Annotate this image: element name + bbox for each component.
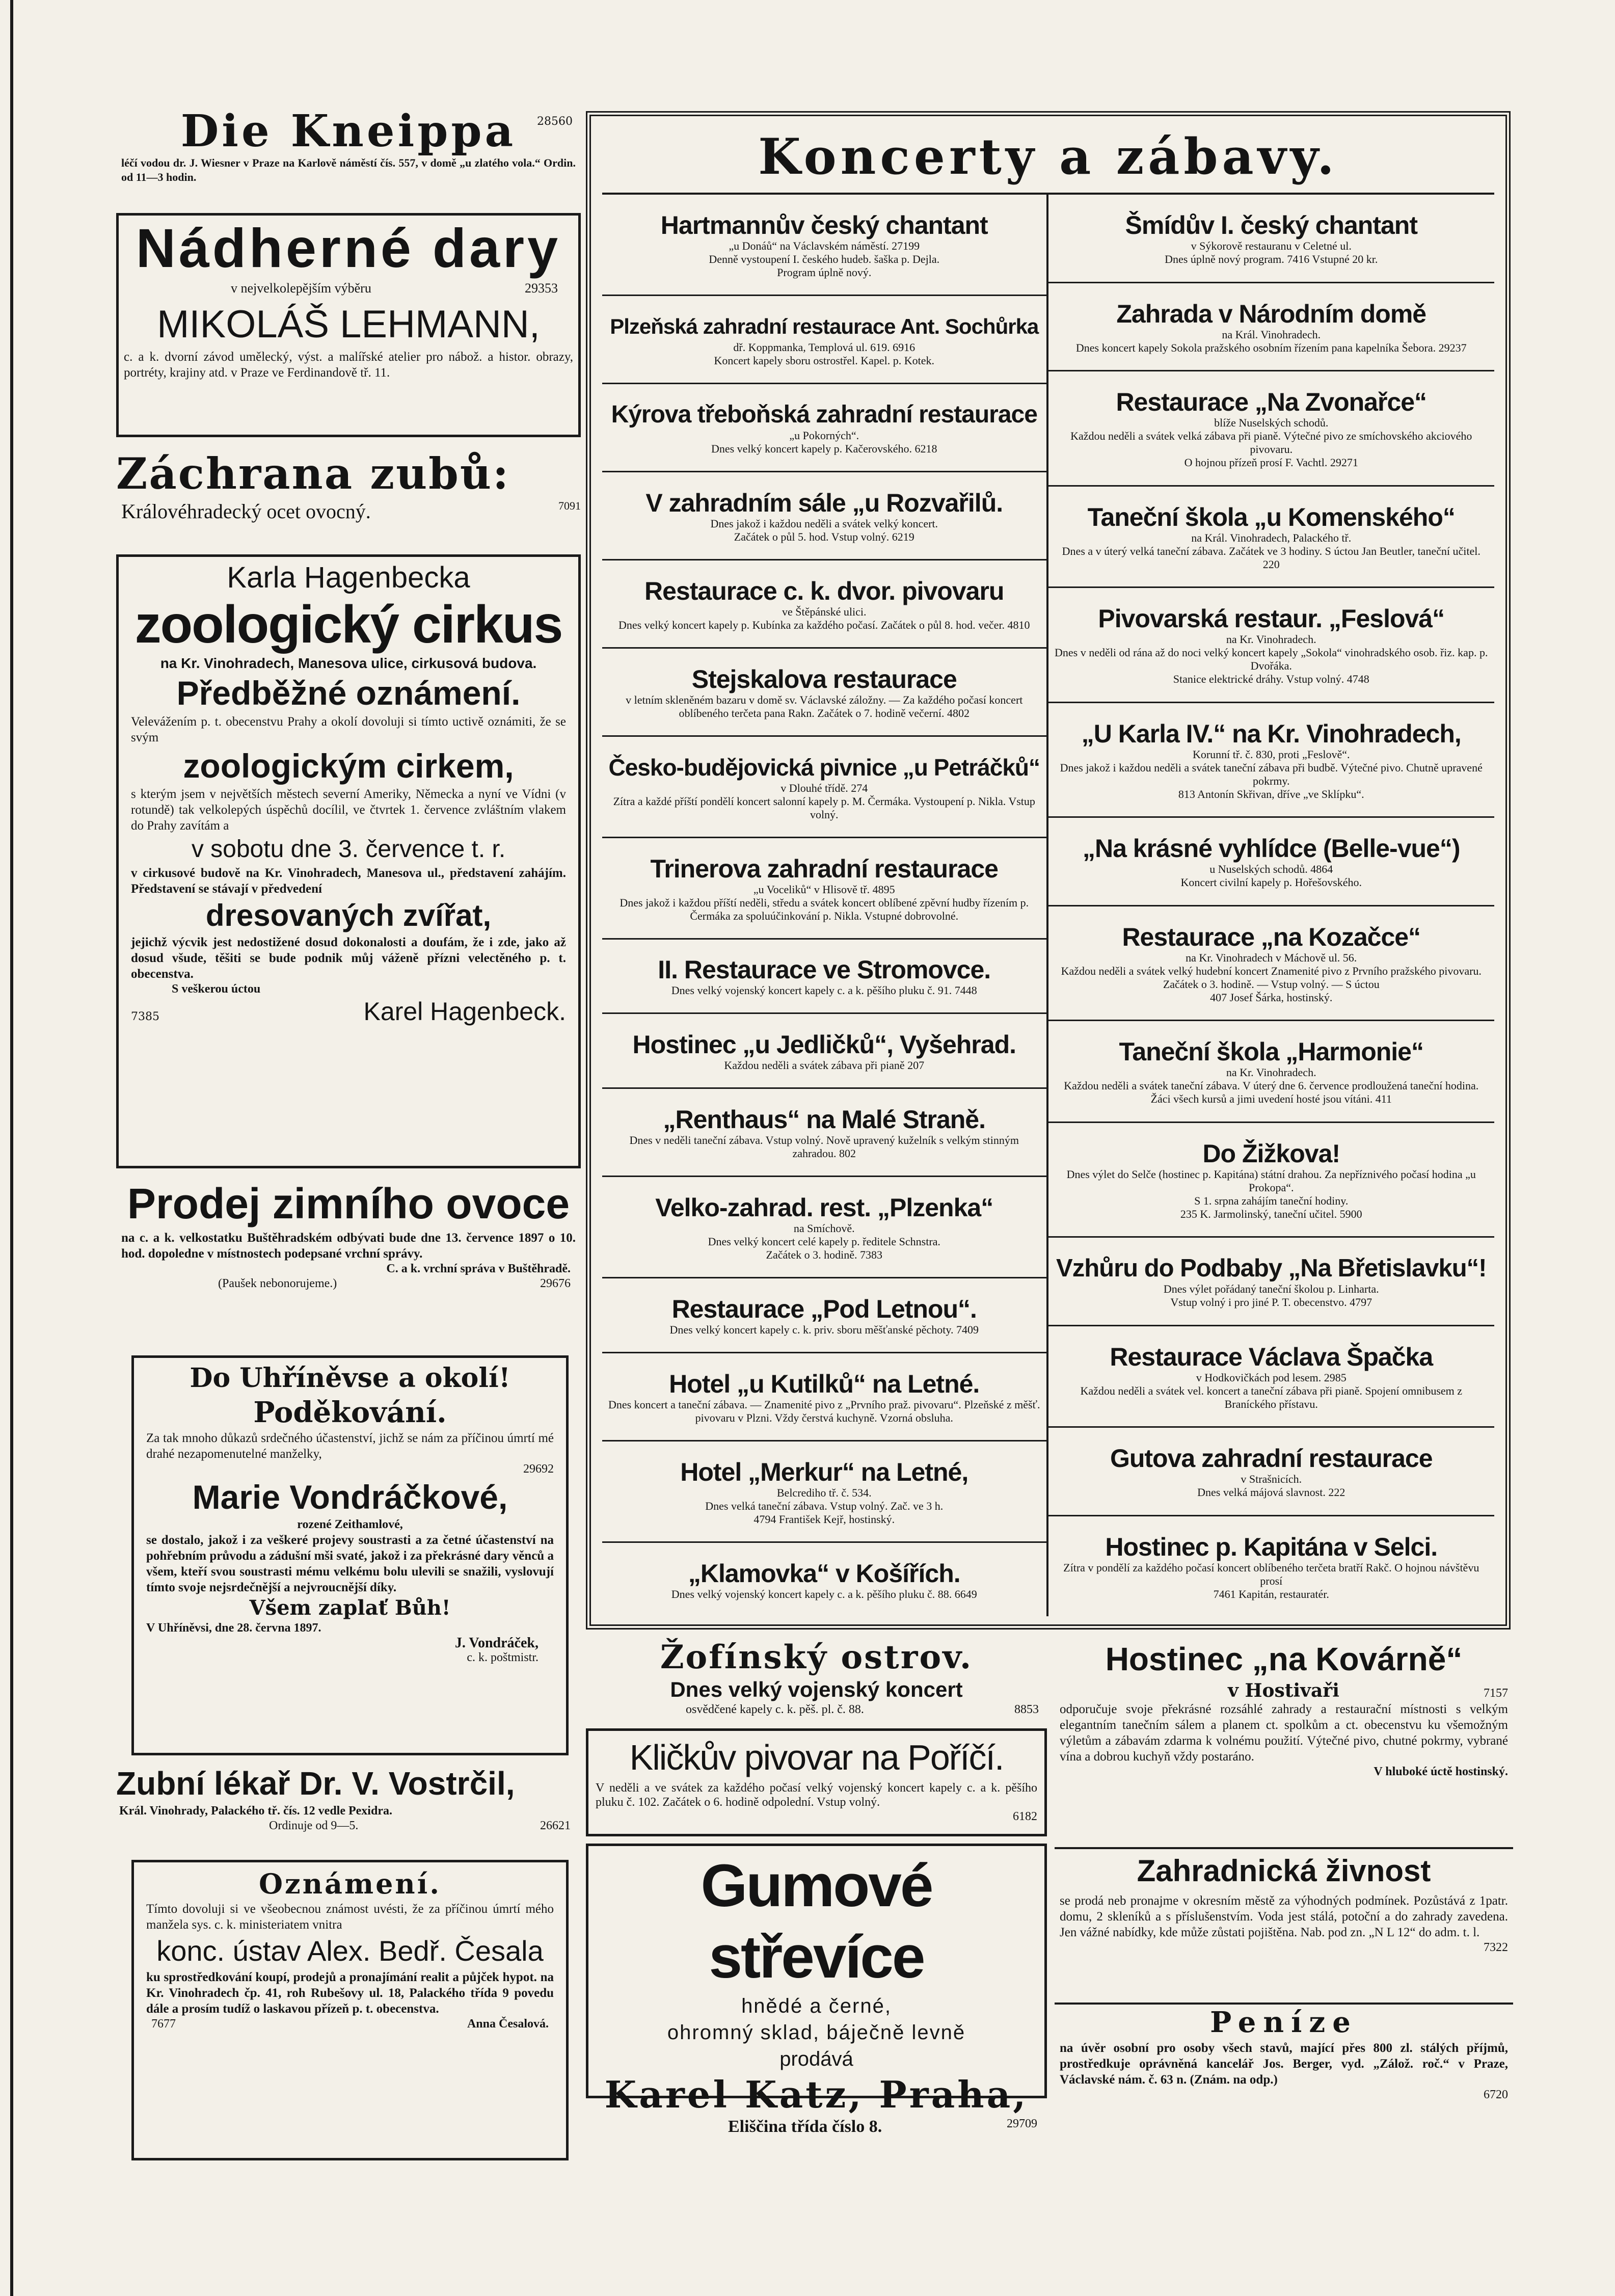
- concert-ad-title: „U Karla IV.“ na Kr. Vinohradech,: [1081, 719, 1461, 748]
- concert-ad: [602, 1089, 1046, 1177]
- concert-ad-title: „Klamovka“ v Košířích.: [688, 1559, 960, 1588]
- kovarna-text: odporučuje svoje překrásné rozsáhlé zahrady a restaurační místnosti s velkým elegantním tanečním sálem a planem ct. spolkům a ct. obecenstvu ku všemožným výletům a zábavám zdarma k volnému použití. Výtečné pivo, chutné pokrmy, vybrané vína a dobrou kuchyň vždy postaráno.: [1060, 1702, 1508, 1764]
- ad-strevice: [586, 1844, 1047, 2136]
- concert-ad-title: Hotel „Merkur“ na Letné,: [680, 1458, 968, 1487]
- concert-ad-title: „Na krásné vyhlídce (Belle-vue“): [1082, 834, 1460, 863]
- concert-ad: [602, 1278, 1046, 1353]
- concert-ad: [602, 940, 1046, 1014]
- zachrana-num: 7091: [558, 499, 581, 512]
- concert-ad-line: Dnes jakož i každou neděli a svátek taneční zábava při budbě. Výtečné pivo. Chutně upravené pokrmy.: [1060, 761, 1483, 787]
- dary-title: Nádherné dary: [136, 217, 561, 279]
- concert-ad-title: Vzhůru do Podbaby „Na Břetislavku“!: [1056, 1254, 1487, 1283]
- concert-ad: [1048, 1428, 1495, 1516]
- concert-ad-line: na Kr. Vinohradech.: [1226, 633, 1316, 646]
- ad-zofin: [586, 1638, 1047, 1727]
- concert-ad-title: Hartmannův český chantant: [660, 210, 988, 239]
- zachrana-line: Královéhradecký ocet ovocný.: [121, 500, 371, 523]
- concert-ad-line: Dnes výlet do Selče (hostinec p. Kapitána) státní drahou. Za nepříznivého počasí hodina „u Prokopa“.: [1066, 1167, 1476, 1194]
- concert-ad-line: Dnes velký koncert celé kapely p. ředitele Schnstra.: [708, 1235, 940, 1248]
- cirkus-date: v sobotu dne 3. července t. r.: [191, 836, 506, 863]
- zachrana-title: Záchrana zubů:: [116, 448, 510, 499]
- concert-ad-line: Dnes jakož i každou neděli a svátek velký koncert.: [710, 517, 938, 530]
- concert-ad-line: na Kr. Vinohradech v Máchově ul. 56.: [1186, 951, 1357, 964]
- concert-ad-line: Dnes jakož i každou příští neděli, středu a svátek koncert oblíbené zpěvní hudby řízením p. Čermáka za spoluúčinkování p. Nikla. Vstupné dobrovolné.: [620, 896, 1029, 922]
- concert-ad: [602, 384, 1046, 472]
- dary-name: MIKOLÁŠ LEHMANN,: [157, 303, 540, 346]
- ad-klicka: [586, 1728, 1047, 1836]
- concert-ad-line: Dnes koncert kapely Sokola pražského osobním řízením pana kapelníka Šebora. 29237: [1075, 341, 1467, 354]
- ad-cirkus: [116, 554, 581, 1168]
- ad-oznameni: [131, 1860, 569, 2160]
- concert-ad: [1048, 195, 1495, 283]
- koncerty-col-left: [602, 195, 1048, 1616]
- podekovani-thanks: Všem zaplať Bůh!: [249, 1596, 451, 1620]
- concert-ad-line: Dnes v neděli taneční zábava. Vstup volný. Nově upravený kuželník s velkým stinným zahradou. 802: [629, 1134, 1019, 1160]
- concert-ad-title: Česko-budějovická pivnice „u Petráčků“: [608, 754, 1040, 781]
- concert-ad-line: Dnes velký koncert kapely p. Kubínka za každého počasí. Začátek o půl 8. hod. večer. 4810: [618, 618, 1030, 631]
- concert-ad-line: ve Štěpánské ulici.: [782, 605, 867, 618]
- kovarna-num: 7157: [1484, 1687, 1508, 1700]
- concert-ad-line: dř. Koppmanka, Templová ul. 619. 6916: [733, 340, 916, 354]
- penize-title: Peníze: [1210, 2006, 1358, 2039]
- klicka-text: V neděli a ve svátek za každého počasí velký vojenský koncert kapely c. a k. pěšího pluku č. 102. Začátek o 6. hodině odpolední. Vstup volný.: [596, 1781, 1037, 1809]
- concert-ad-title: Do Žižkova!: [1202, 1139, 1340, 1168]
- concert-ad-title: Velko-zahrad. rest. „Plzenka“: [655, 1193, 993, 1222]
- ad-podekovani: [131, 1355, 569, 1755]
- lekar-hours: Ordinuje od 9—5.: [269, 1819, 359, 1832]
- concert-ad-title: Hostinec „u Jedličků“, Vyšehrad.: [632, 1030, 1016, 1059]
- concert-ad: [602, 1543, 1046, 1616]
- strevice-name: Karel Katz, Praha,: [604, 2073, 1029, 2116]
- penize-text: na úvěr osobní pro osoby všech stavů, mající přes 800 zl. stálých příjmů, prostředkuje oprávněná kancelář Jos. Berger, vyd. „Zálož. roč.“ v Praze, Václavské nám. č. 63 n. (Znám. na odp.): [1060, 2041, 1508, 2087]
- concert-ad-line: Dnes velká májová slavnost. 222: [1197, 1486, 1345, 1499]
- klicka-title: Kličkův pivovar na Poříčí.: [629, 1738, 1004, 1777]
- concert-ad-line: na Kr. Vinohradech.: [1226, 1066, 1316, 1079]
- concert-ad-line: 235 K. Jarmolinský, taneční učitel. 5900: [1180, 1207, 1362, 1220]
- concert-ad-title: Stejskalova restaurace: [691, 664, 957, 693]
- ovoce-sign: C. a k. vrchní správa v Buštěhradě.: [386, 1262, 571, 1275]
- strevice-l3: prodává: [779, 2048, 853, 2070]
- concert-ad-line: na Smíchově.: [793, 1222, 855, 1235]
- concert-ad: [1048, 1516, 1495, 1617]
- kneipp-num: 28560: [537, 115, 573, 128]
- podekovani-text1: Za tak mnoho důkazů srdečného účastenství, jichž se nám za příčinou úmrtí mé drahé nezapomenutelné manželky,: [146, 1431, 554, 1461]
- concert-ad-line: Dnes velká taneční zábava. Vstup volný. Zač. ve 3 h.: [705, 1500, 944, 1513]
- concert-ad-title: Šmídův I. český chantant: [1125, 211, 1417, 240]
- podekovani-sign: J. Vondráček,: [454, 1635, 539, 1651]
- ad-zachrana: [116, 448, 581, 545]
- oznameni-text2: ku sprostředkování koupí, prodejů a pronajímání realit a půjček hypot. na Kr. Vinohradech čp. 41, roh Rubešovy ul. 18, Palackého třída 9 povedu dále a prosím tudíž o laskavou přízeň p. t. obecenstva.: [146, 1970, 554, 2016]
- cirkus-text4: jejichž výcvik jest nedostižené dosud dokonalosti a doufám, že i zde, jako až dosud všude, těšiti se bude podnik můj váženě přízni velectěného p. t. obecenstva.: [131, 936, 566, 981]
- lekar-text: Král. Vinohrady, Palackého tř. čís. 12 vedle Pexidra.: [119, 1804, 392, 1818]
- strevice-title: Gumové střevíce: [701, 1852, 932, 1991]
- concert-ad-line: Zítra v pondělí za každého počasí koncert oblíbeného terčeta bratří Rakč. O hojnou návštěvu prosí: [1063, 1561, 1479, 1587]
- concert-ad-title: Restaurace c. k. dvor. pivovaru: [644, 576, 1004, 605]
- concert-ad: [602, 1014, 1046, 1089]
- ad-lekar: [116, 1763, 581, 1850]
- cirkus-greet: S veškerou úctou: [172, 982, 261, 996]
- concert-ad-line: Dnes v neděli od rána až do noci velký koncert kapely „Sokola“ vinohradského osob. řiz. kap. p. Dvořáka.: [1055, 646, 1488, 673]
- kovarna-sub: v Hostivaři: [1228, 1680, 1339, 1701]
- concert-ad: [1048, 1326, 1495, 1428]
- oznameni-title: Oznámení.: [258, 1867, 442, 1900]
- concert-ad-line: Dnes koncert a taneční zábava. — Znamenité pivo z „Prvního praž. pivovaru“. Plzeňské z měšť. pivovaru v Plzni. Vždy čerstvá kuchyně. Vzorná obsluha.: [608, 1398, 1040, 1425]
- concert-ad-line: Dnes velký koncert kapely c. k. priv. sboru měšťanské pěchoty. 7409: [669, 1323, 979, 1337]
- concert-ad-line: Koncert kapely sboru ostrostřel. Kapel. p. Kotek.: [714, 354, 935, 367]
- cirkus-sign: Karel Hagenbeck.: [363, 997, 566, 1026]
- concert-ad-line: 7461 Kapitán, restauratér.: [1213, 1587, 1329, 1600]
- concert-ad: [1048, 371, 1495, 487]
- koncerty-frame: [586, 111, 1511, 1630]
- concert-ad-line: Program úplně nový.: [777, 265, 872, 279]
- oznameni-sign: Anna Česalová.: [467, 2017, 549, 2031]
- concert-ad-line: Denně vystoupení I. českého hudeb. šaška p. Dejla.: [709, 252, 940, 265]
- zofin-sub: Dnes velký vojenský koncert: [670, 1677, 963, 1701]
- concert-ad-line: Každou neděli a svátek velká zábava při pianě. Výtečné pivo ze smíchovského akciového pivovaru.: [1070, 430, 1472, 456]
- concert-ad-line: v Hodkovičkách pod lesem. 2985: [1196, 1371, 1347, 1384]
- concert-ad-line: na Král. Vinohradech, Palackého tř.: [1191, 531, 1352, 544]
- penize-num: 6720: [1484, 2088, 1508, 2101]
- concert-ad: [1048, 703, 1495, 818]
- concert-ad-line: Začátek o půl 5. hod. Vstup volný. 6219: [734, 530, 914, 543]
- zivnost-title: Zahradnická živnost: [1137, 1854, 1431, 1888]
- podekovani-place: V Uhříněvsi, dne 28. června 1897.: [146, 1621, 321, 1635]
- strevice-l2: ohromný sklad, báječně levně: [667, 2021, 966, 2044]
- concert-ad-line: v Sýkorově restauranu v Celetné ul.: [1191, 239, 1352, 253]
- concert-ad-title: Restaurace „Pod Letnou“.: [671, 1295, 977, 1324]
- concert-ad-title: Plzeňská zahradní restaurace Ant. Sochůrka: [610, 314, 1039, 338]
- concert-ad-title: „Renthaus“ na Malé Straně.: [663, 1105, 985, 1134]
- concert-ad-title: Restaurace „Na Zvonařce“: [1116, 388, 1427, 417]
- ad-kovarna: [1055, 1638, 1513, 1842]
- concert-ad-title: Restaurace Václava Špačka: [1110, 1342, 1433, 1371]
- concert-ad-title: Restaurace „na Kozačce“: [1122, 922, 1421, 951]
- cirkus-text2: s kterým jsem v největších městech severní Ameriky, Německa a nyní ve Vídni (v rotundě) tak velkolepých úspěchů docílil, ve čtvrtek 1. července zvláštním vlakem do Prahy zavítám a: [131, 787, 566, 833]
- concert-ad: [602, 1353, 1046, 1441]
- ovoce-note: (Paušek nebonorujeme.): [218, 1277, 337, 1290]
- kovarna-title: Hostinec „na Kovárně“: [1105, 1641, 1463, 1677]
- dary-line: v nejvelkolepějším výběru: [231, 281, 371, 296]
- podekovani-sign2: c. k. poštmistr.: [467, 1651, 539, 1664]
- koncerty-title: Koncerty a zábavy.: [758, 128, 1338, 185]
- kneipp-text: léčí vodou dr. J. Wiesner v Praze na Karlově náměstí čís. 557, v domě „u zlatého vola.“ Ordin. od 11—3 hodin.: [121, 156, 576, 183]
- page-edge: [10, 0, 13, 2296]
- concert-ad: [1048, 1021, 1495, 1123]
- koncerty-col-right: [1048, 195, 1495, 1616]
- strevice-num: 29709: [1007, 2117, 1037, 2130]
- concert-ad: [602, 560, 1046, 649]
- concert-ad: [602, 649, 1046, 737]
- concert-ad-line: v Strašnicích.: [1241, 1473, 1302, 1486]
- concert-ad-line: 4794 František Kejř, hostinský.: [753, 1513, 895, 1526]
- concert-ad-line: u Nuselských schodů. 4864: [1209, 863, 1333, 876]
- concert-ad-line: v Dlouhé třídě. 274: [780, 781, 868, 794]
- oznameni-num: 7677: [151, 2017, 176, 2031]
- podekovani-num: 29692: [523, 1462, 554, 1476]
- strevice-l1: hnědé a černé,: [741, 1995, 892, 2017]
- cirkus-place: na Kr. Vinohradech, Manesova ulice, cirkusová budova.: [160, 655, 537, 671]
- concert-ad-line: Začátek o 3. hodině. 7383: [766, 1248, 882, 1262]
- concert-ad: [1048, 906, 1495, 1022]
- concert-ad: [1048, 588, 1495, 703]
- concert-ad: [1048, 818, 1495, 906]
- concert-ad: [602, 195, 1046, 296]
- ad-kneipp: [116, 107, 581, 202]
- oznameni-text1: Tímto dovoluji si ve všeobecnou známost uvésti, že za příčinou úmrtí mého manžela sys. c. k. ministeriatem vnitra: [146, 1902, 554, 1932]
- concert-ad-title: II. Restaurace ve Stromovce.: [658, 955, 991, 984]
- concert-ad-line: Dnes velký koncert kapely p. Kačerovského. 6218: [711, 442, 937, 455]
- cirkus-text1: Velevážením p. t. obecenstvu Prahy a okolí dovoluji si tímto uctivě oznámiti, že se svým: [131, 715, 566, 744]
- cirkus-text3: v cirkusové budově na Kr. Vinohradech, Manesova ul., představení zahájím. Představení se stávají v předvedení: [131, 866, 566, 896]
- concert-ad: [602, 296, 1046, 384]
- concert-ad: [1048, 283, 1495, 372]
- concert-ad-line: Dnes velký vojenský koncert kapely c. a k. pěšího pluku č. 88. 6649: [671, 1588, 977, 1601]
- concert-ad-title: Trinerova zahradní restaurace: [650, 854, 998, 883]
- concert-ad-line: Každou neděli a svátek taneční zábava. V úterý dne 6. července prodloužená taneční hodina. Žáci všech kursů a jimi uvedení hosté jsou vítáni. 411: [1064, 1079, 1479, 1106]
- concert-ad-line: Každou neděli a svátek zábava při pianě 207: [724, 1059, 925, 1072]
- concert-ad-line: Dnes úplně nový program. 7416 Vstupné 20 kr.: [1165, 253, 1378, 266]
- cirkus-heading3: dresovaných zvířat,: [205, 898, 492, 932]
- lekar-num: 26621: [540, 1819, 571, 1832]
- ovoce-text: na c. a k. velkostatku Buštěhradském odbývati bude dne 13. července 1897 o 10. hod. dopoledne v místnostech podepsané vrchní správy.: [121, 1231, 576, 1261]
- concert-ad: [602, 1441, 1046, 1543]
- concert-ad: [602, 737, 1046, 838]
- strevice-addr: Eliščina třída číslo 8.: [728, 2117, 882, 2136]
- concert-ad-title: Taneční škola „Harmonie“: [1119, 1037, 1423, 1066]
- concert-ad: [1048, 1123, 1495, 1238]
- dary-text: c. a k. dvorní závod umělecký, výst. a malířské atelier pro nábož. a histor. obrazy, portréty, krajiny atd. v Praze ve Ferdinandově tř. 11.: [124, 350, 573, 380]
- concert-ad-title: V zahradním sále „u Rozvařilů.: [645, 488, 1003, 517]
- concert-ad-title: Hostinec p. Kapitána v Selci.: [1105, 1532, 1438, 1561]
- concert-ad-line: „u Pokorných“.: [789, 429, 859, 442]
- cirkus-announce: Předběžné oznámení.: [176, 674, 521, 712]
- concert-ad-line: 813 Antonín Skřivan, dříve „ve Sklípku“.: [1178, 787, 1364, 800]
- zofin-num: 8853: [1014, 1703, 1039, 1716]
- oznameni-name: konc. ústav Alex. Bedř. Česala: [156, 1935, 544, 1967]
- concert-ad: [602, 838, 1046, 940]
- cirkus-title: zoologický cirkus: [134, 595, 562, 654]
- klicka-num: 6182: [1013, 1810, 1037, 1823]
- ad-penize: [1055, 2003, 1513, 2104]
- zofin-title: Žofínský ostrov.: [660, 1638, 973, 1676]
- concert-ad-line: blíže Nuselských schodů.: [1214, 416, 1329, 430]
- concert-ad-title: Taneční škola „u Komenského“: [1087, 502, 1455, 531]
- concert-ad: [602, 472, 1046, 560]
- concert-ad-title: Pivovarská restaur. „Feslová“: [1098, 604, 1445, 633]
- concert-ad: [1048, 487, 1495, 589]
- concert-ad-line: Začátek o 3. hodině. — Vstup volný. — S úctou: [1163, 977, 1380, 991]
- podekovani-name: Marie Vondráčkové,: [192, 1478, 508, 1516]
- dary-num: 29353: [525, 281, 558, 296]
- concert-ad: [1048, 1238, 1495, 1326]
- concert-ad-line: Stanice elektrické dráhy. Vstup volný. 4748: [1173, 673, 1369, 686]
- podekovani-text2: se dostalo, jakož i za veškeré projevy soustrasti a za četné účastenství na pohřebním průvodu a zádušní mši svaté, jakož i za překrásné dary věnců a všem, kteří svou soustrasti mému velkému bolu ulevili se snažili, vyslovují tímto svoje nejsrdečnější a nejvroucnější díky.: [146, 1533, 554, 1594]
- concert-ad-line: 407 Josef Šárka, hostinský.: [1210, 991, 1333, 1004]
- concert-ad-line: Koncert civilní kapely p. Hořešovského.: [1180, 876, 1362, 889]
- concert-ad-line: „u Voceliků“ v Hlisově tř. 4895: [753, 883, 895, 896]
- concert-ad-line: Dnes a v úterý velká taneční zábava. Začátek ve 3 hodiny. S úctou Jan Beutler, taneční učitel. 220: [1062, 544, 1481, 571]
- concert-ad-line: „u Donáů“ na Václavském náměstí. 27199: [729, 239, 920, 252]
- podekovani-title: Poděkování.: [253, 1396, 447, 1429]
- concert-ad-line: Dnes velký vojenský koncert kapely c. a k. pěšího pluku č. 91. 7448: [671, 984, 977, 997]
- concert-ad-line: S 1. srpna zahájím taneční hodiny.: [1194, 1194, 1349, 1207]
- concert-ad-line: Vstup volný i pro jiné P. T. obecenstvo. 4797: [1170, 1296, 1372, 1309]
- ad-dary: [116, 213, 581, 437]
- concert-ad: [602, 1177, 1046, 1278]
- zivnost-text: se prodá neb pronajme v okresním městě za výhodných podmínek. Pozůstává z 1patr. domu, 2 skleníků a s příslušenstvím. Voda jest stálá, potoční a do zahrady zavedena. Jen vážné nabídky, kde může zůstati pojištěna. Nab. pod zn. „N L 12“ do adm. t. l.: [1060, 1894, 1508, 1939]
- kneipp-title: Die Kneippa: [180, 105, 517, 157]
- ovoce-num: 29676: [540, 1277, 571, 1290]
- cirkus-name: Karla Hagenbecka: [227, 561, 470, 594]
- ad-zivnost: [1055, 1847, 1513, 2000]
- cirkus-heading2: zoologickým cirkem,: [183, 747, 514, 785]
- concert-ad-line: O hojnou přízeň prosí F. Vachtl. 29271: [1184, 456, 1358, 469]
- ad-ovoce: [116, 1177, 581, 1338]
- podekovani-head: Do Uhříněvse a okolí!: [190, 1363, 510, 1394]
- concert-ad-line: Zítra a každé příští pondělí koncert salonní kapely p. M. Čermáka. Vystoupení p. Nikla. Vstup volný.: [613, 794, 1035, 821]
- lekar-title: Zubní lékař Dr. V. Vostrčil,: [116, 1765, 515, 1802]
- concert-ad-line: Každou neděli a svátek velký hudební koncert Znamenité pivo z Prvního pražského pivovaru.: [1061, 964, 1482, 977]
- concert-ad-title: Zahrada v Národním domě: [1116, 299, 1426, 328]
- concert-ad-line: na Král. Vinohradech.: [1222, 328, 1321, 341]
- cirkus-num: 7385: [131, 1010, 159, 1023]
- concert-ad-line: Korunní tř. č. 830, proti „Feslově“.: [1192, 747, 1350, 761]
- ovoce-title: Prodej zimního ovoce: [127, 1180, 570, 1227]
- concert-ad-line: v letním skleněném bazaru v domě sv. Václavské záložny. — Za každého počasí koncert oblíbeného terčeta pana Rakn. Začátek o 7. hodině večerní. 4802: [626, 693, 1023, 719]
- zofin-line: osvědčené kapely c. k. pěš. pl. č. 88.: [686, 1703, 864, 1716]
- concert-ad-line: Každou neděli a svátek vel. koncert a taneční zábava při pianě. Spojení omnibusem z Braníckého přístavu.: [1080, 1384, 1463, 1410]
- podekovani-born: rozené Zeithamlové,: [297, 1518, 403, 1531]
- concert-ad-title: Hotel „u Kutilků“ na Letné.: [669, 1370, 980, 1399]
- zivnost-num: 7322: [1484, 1941, 1508, 1954]
- concert-ad-line: Belcrediho tř. č. 534.: [776, 1486, 872, 1500]
- concert-ad-title: Kýrova třeboňská zahradní restaurace: [611, 401, 1037, 428]
- concert-ad-title: Gutova zahradní restaurace: [1110, 1444, 1433, 1473]
- kovarna-sign: V hluboké úctě hostinský.: [1374, 1765, 1508, 1778]
- concert-ad-line: Dnes výlet pořádaný taneční školou p. Linharta.: [1163, 1283, 1379, 1296]
